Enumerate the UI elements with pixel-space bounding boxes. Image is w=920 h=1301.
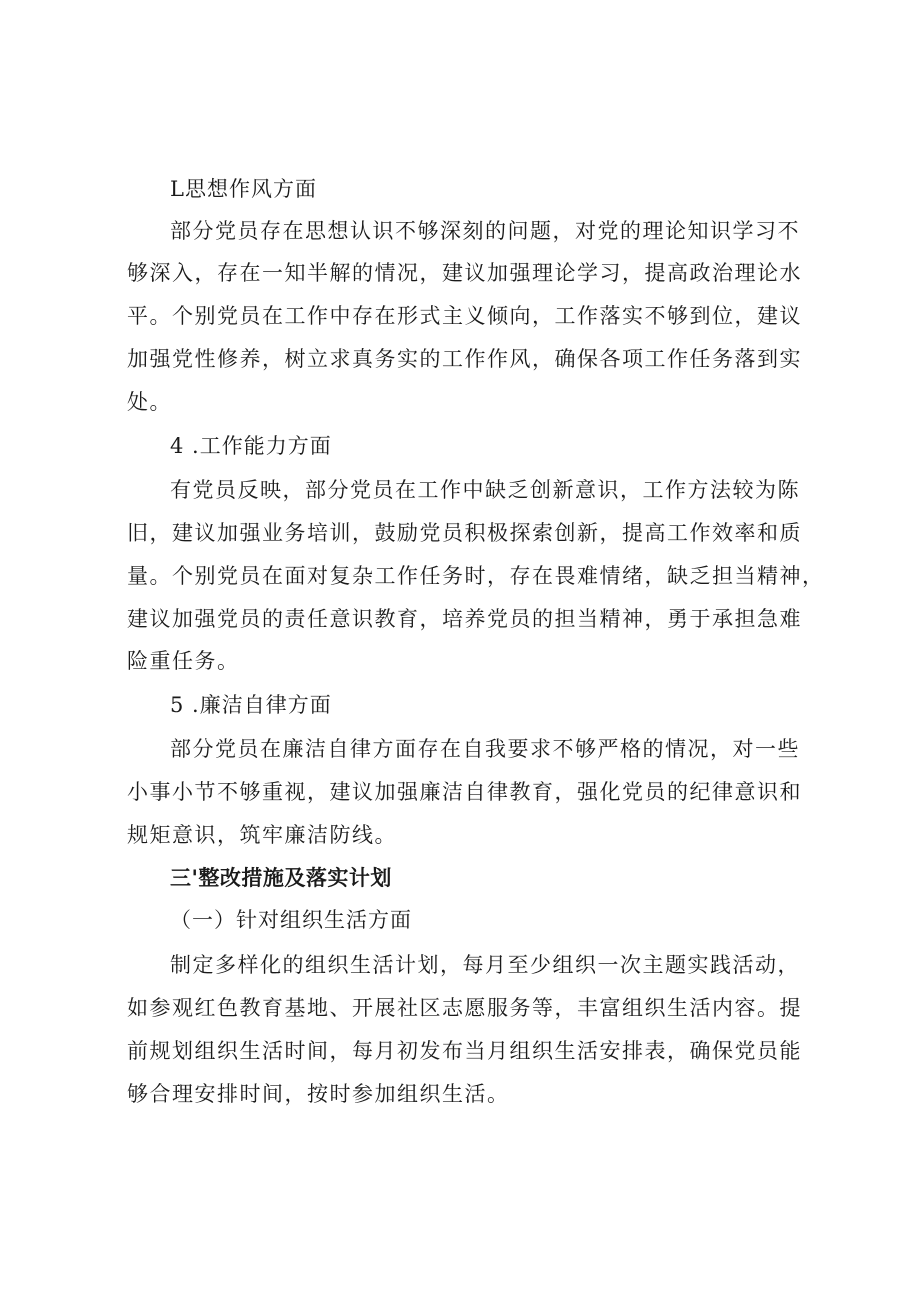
section-heading-integrity: 5 .廉洁自律方面	[170, 693, 332, 717]
paragraph-line: 量。个别党员在面对复杂工作任务时，存在畏难情绪，缺乏担当精神，	[127, 564, 825, 588]
paragraph-line: 建议加强党员的责任意识教育，培养党员的担当精神，勇于承担急难	[127, 607, 802, 631]
paragraph-line: 加强党性修养，树立求真务实的工作作风，确保各项工作任务落到实	[127, 347, 802, 371]
paragraph-line: 小事小节不够重视，建议加强廉洁自律教育，强化党员的纪律意识和	[127, 780, 802, 804]
paragraph-line: 险重任务。	[127, 649, 240, 673]
paragraph-line: 前规划组织生活时间，每月初发布当月组织生活安排表，确保党员能	[127, 1039, 802, 1063]
paragraph-line: 有党员反映，部分党员在工作中缺乏创新意识，工作方法较为陈	[170, 478, 800, 502]
paragraph-line: 够深入，存在一知半解的情况，建议加强理论学习，提高政治理论水	[127, 261, 802, 285]
paragraph-line: 处。	[127, 390, 172, 414]
section-heading-thought-style: L思想作风方面	[170, 177, 317, 201]
paragraph-line: 规矩意识，筑牢廉洁防线。	[127, 823, 397, 847]
subsection-heading-org-life: （一）针对组织生活方面	[170, 908, 412, 932]
paragraph-line: 制定多样化的组织生活计划，每月至少组织一次主题实践活动，	[170, 953, 800, 977]
paragraph-line: 如参观红色教育基地、开展社区志愿服务等，丰富组织生活内容。提	[127, 996, 802, 1020]
paragraph-line: 部分党员在廉洁自律方面存在自我要求不够严格的情况，对一些	[170, 737, 800, 761]
paragraph-line: 旧，建议加强业务培训，鼓励党员积极探索创新，提高工作效率和质	[127, 521, 802, 545]
part-heading-rectification: 三'整改措施及落实计划	[170, 866, 392, 890]
paragraph-line: 够合理安排时间，按时参加组织生活。	[127, 1082, 510, 1106]
paragraph-line: 部分党员存在思想认识不够深刻的问题，对党的理论知识学习不	[170, 219, 800, 243]
paragraph-line: 平。个别党员在工作中存在形式主义倾向，工作落实不够到位，建议	[127, 304, 802, 328]
section-heading-work-ability: 4 .工作能力方面	[170, 434, 332, 458]
